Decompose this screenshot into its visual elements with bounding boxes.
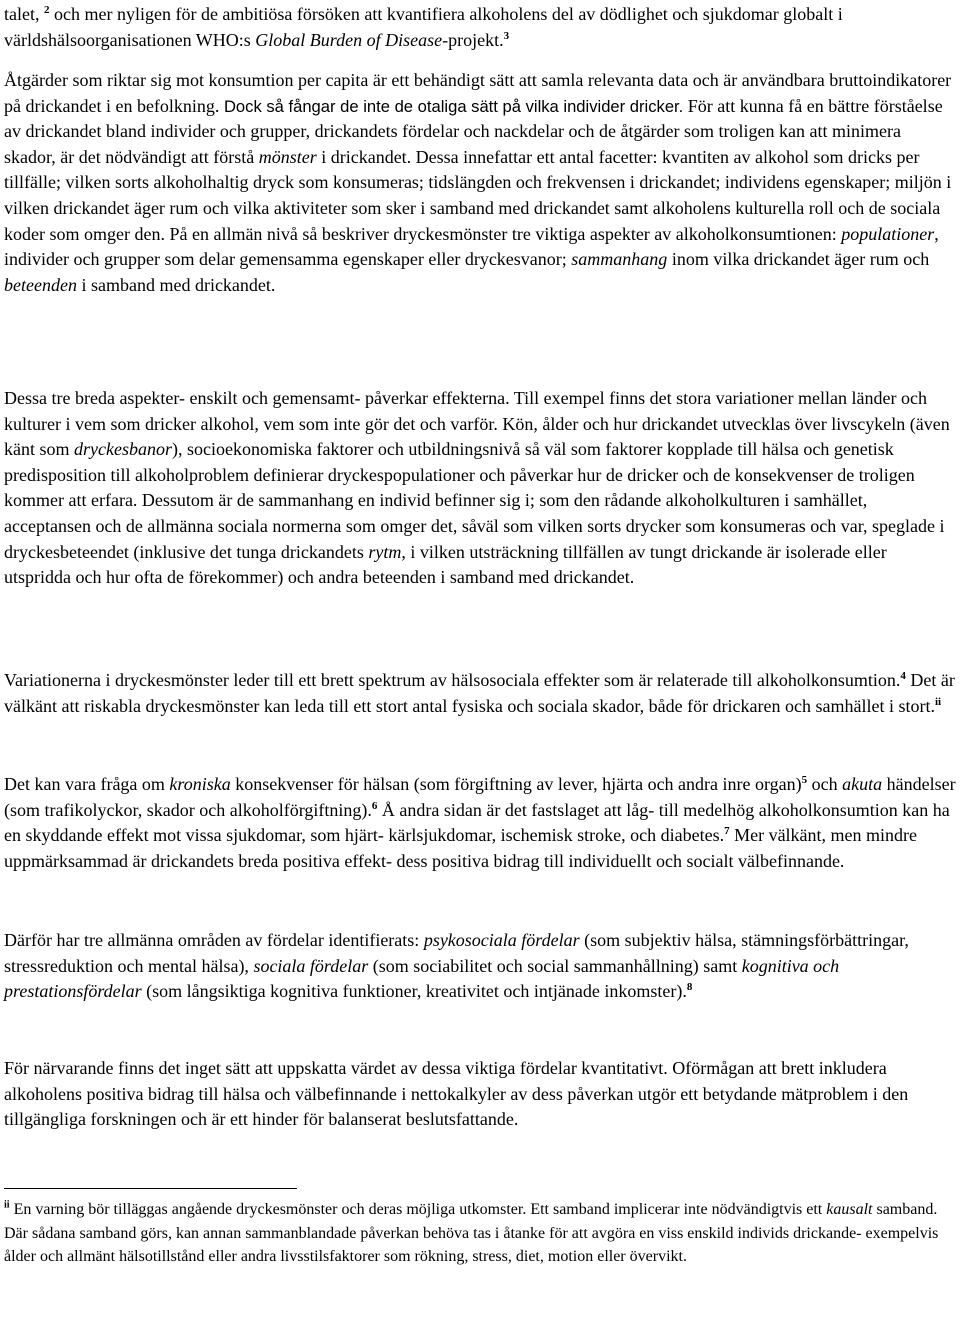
footnote-ref: ii bbox=[934, 695, 942, 708]
text: Åtgärder som riktar sig mot konsumtion per capita är ett behändigt sätt att samla relevanta data och är användbara bruttoindikatorer på drickandet i en befolkning. bbox=[4, 70, 952, 116]
text: konsekvenser för hälsan (som förgiftning av lever, hjärta och andra inre organ) bbox=[230, 774, 802, 794]
paragraph-variations bbox=[4, 668, 956, 719]
text: Det är välkänt att riskabla dryckesmönster kan leda till ett stort antal fysiska och sociala skador, både för drickaren och samhället i stort. bbox=[4, 670, 955, 716]
text: inom vilka drickandet äger rum och bbox=[667, 249, 930, 270]
text: Mer välkänt, men mindre uppmärksammad är drickandets breda positiva effekt- dess positiva bidrag till individuellt och socialt välbefinnande. bbox=[4, 825, 918, 871]
text: (som subjektiv hälsa, stämningsförbättringar, stressreduktion och mental hälsa), bbox=[4, 930, 909, 976]
footnote-ii bbox=[4, 1198, 956, 1269]
text: i drickandet. Dessa innefattar ett antal facetter: kvantiten av alkohol som dricks per tillfälle; vilken sorts alkoholhaltig dryck som konsumeras; tidslängden och frekvensen i drickandet; individens egenskaper; miljön i vilken drickandet äger rum och vilka aktiviteter som sker i samband med drickandet samt alkoholens kulturella roll och de sociala koder som omger den. På en allmän nivå så beskriver dryckesmönster tre viktiga aspekter av alkoholkonsumtionen: bbox=[4, 146, 952, 244]
text: En varning bör tilläggas angående dryckesmönster och deras möjliga utkomster. Ett samband implicerar inte nödvändigtvis ett bbox=[9, 1201, 827, 1218]
text: , i vilken utsträckning tillfällen av tungt drickande är isolerade eller utspridda och hur ofta de förekommer) och andra beteenden i samband med drickandet. bbox=[4, 541, 887, 588]
text: För att kunna få en bättre förståelse av drickandet bland individer och grupper, drickandets fördelar och nackdelar och de åtgärder som troligen kan att minimera skador, är det nödvändigt att förstå bbox=[4, 95, 943, 167]
emphasis: sammanhang bbox=[571, 249, 668, 270]
paragraph-three-aspects bbox=[4, 386, 956, 591]
text: Det kan vara fråga om bbox=[4, 774, 170, 794]
text: talet, bbox=[4, 4, 44, 24]
text: -projekt. bbox=[442, 29, 504, 50]
footnote-divider bbox=[4, 1188, 297, 1189]
emphasis: Global Burden of Disease bbox=[255, 29, 443, 50]
emphasis: psykosociala fördelar bbox=[423, 930, 580, 950]
text: ), socioekonomiska faktorer och utbildningsnivå så väl som faktorer kopplade till hälsa och genetisk predisposition till alkoholproblem definierar dryckespopulationer och påverkar hur de dricker och de konsekvenser de troligen kommer att erfara. Dessutom är de sammanhang en individ befinner sig i; som den rådande alkoholkulturen i samhället, acceptansen och de allmänna sociala normerna som omger det, såväl som vilken sorts drycker som konsumeras och var, speglade i dryckesbeteendet (inklusive det tunga drickandets bbox=[4, 439, 945, 562]
footnote-marker: ii bbox=[4, 1199, 10, 1211]
footnote-ref: 5 bbox=[801, 774, 808, 786]
emphasis: kausalt bbox=[826, 1201, 873, 1218]
text: (som långsiktiga kognitiva funktioner, kreativitet och intjänade inkomster). bbox=[141, 981, 687, 1002]
footnote-ref: 4 bbox=[900, 670, 906, 682]
emphasis: populationer bbox=[841, 223, 935, 244]
text: och bbox=[807, 774, 843, 794]
text-sans: Dock så fångar de inte de otaliga sätt på vilka individer dricker. bbox=[223, 96, 684, 116]
emphasis: kognitiva och prestationsfördelar bbox=[4, 955, 840, 1002]
paragraph-benefits bbox=[4, 928, 956, 1005]
paragraph-drinking-patterns bbox=[4, 68, 956, 298]
text: samband. Där sådana samband görs, kan annan sammanblandade påverkan behöva tas i åtanke för att avgöra en viss enskild individs drickande- exempelvis ålder och allmänt hälsotillstånd eller andra livsstilsfaktorer som rökning, stress, diet, motion eller övervikt. bbox=[4, 1201, 939, 1266]
text: Dessa tre breda aspekter- enskilt och gemensamt- påverkar effekterna. Till exempel finns det stora variationer mellan länder och kulturer i vem som dricker alkohol, vem som inte gör det och varför. Kön, ålder och hur drickandet utvecklas över livscykeln (även känt som bbox=[4, 388, 950, 460]
text: Variationerna i dryckesmönster leder till ett brett spektrum av hälsosociala effekter som är relaterade till alkoholkonsumtion. bbox=[4, 670, 901, 690]
text: Därför har tre allmänna områden av fördelar identifierats: bbox=[4, 930, 424, 950]
emphasis: kroniska bbox=[169, 774, 231, 794]
text: i samband med drickandet. bbox=[76, 274, 276, 295]
emphasis: sociala fördelar bbox=[253, 955, 369, 976]
emphasis: rytm bbox=[368, 541, 402, 562]
emphasis: mönster bbox=[258, 146, 317, 167]
footnote-ref: 8 bbox=[686, 981, 693, 994]
footnote-ref: 6 bbox=[371, 799, 378, 812]
text: Å andra sidan är det fastslaget att låg- till medelhög alkoholkonsumtion kan ha en skyddande effekt mot vissa sjukdomar, som hjärt- kärlsjukdomar, ischemisk stroke, och diabetes. bbox=[4, 799, 950, 846]
emphasis: akuta bbox=[842, 774, 883, 794]
footnote-ref: 3 bbox=[503, 29, 510, 42]
footnote-ref: 7 bbox=[724, 825, 730, 838]
paragraph-continuation bbox=[4, 2, 956, 53]
text: (som sociabilitet och social sammanhållning) samt bbox=[368, 955, 742, 976]
text: För närvarande finns det inget sätt att uppskatta värdet av dessa viktiga fördelar kvantitativt. Oförmågan att brett inkludera alkoholens positiva bidrag till hälsa och välbefinnande i nettokalkyler av dess påverkan utgör ett betydande mätproblem i den tillgängliga forskningen och är ett hinder för balanserat beslutsfattande. bbox=[4, 1058, 909, 1130]
text: , individer och grupper som delar gemensamma egenskaper eller dryckesvanor; bbox=[4, 223, 939, 270]
footnote-ref: 2 bbox=[43, 4, 50, 16]
paragraph-consequences bbox=[4, 772, 956, 874]
emphasis: beteenden bbox=[4, 274, 77, 295]
emphasis: dryckesbanor bbox=[74, 439, 172, 460]
text: händelser (som trafikolyckor, skador och alkoholförgiftning). bbox=[4, 774, 956, 820]
paragraph-measurement bbox=[4, 1056, 956, 1133]
text: och mer nyligen för de ambitiösa försöken att kvantifiera alkoholens del av dödlighet och sjukdomar globalt i världshälsoorganisationen WHO:s bbox=[4, 4, 843, 50]
